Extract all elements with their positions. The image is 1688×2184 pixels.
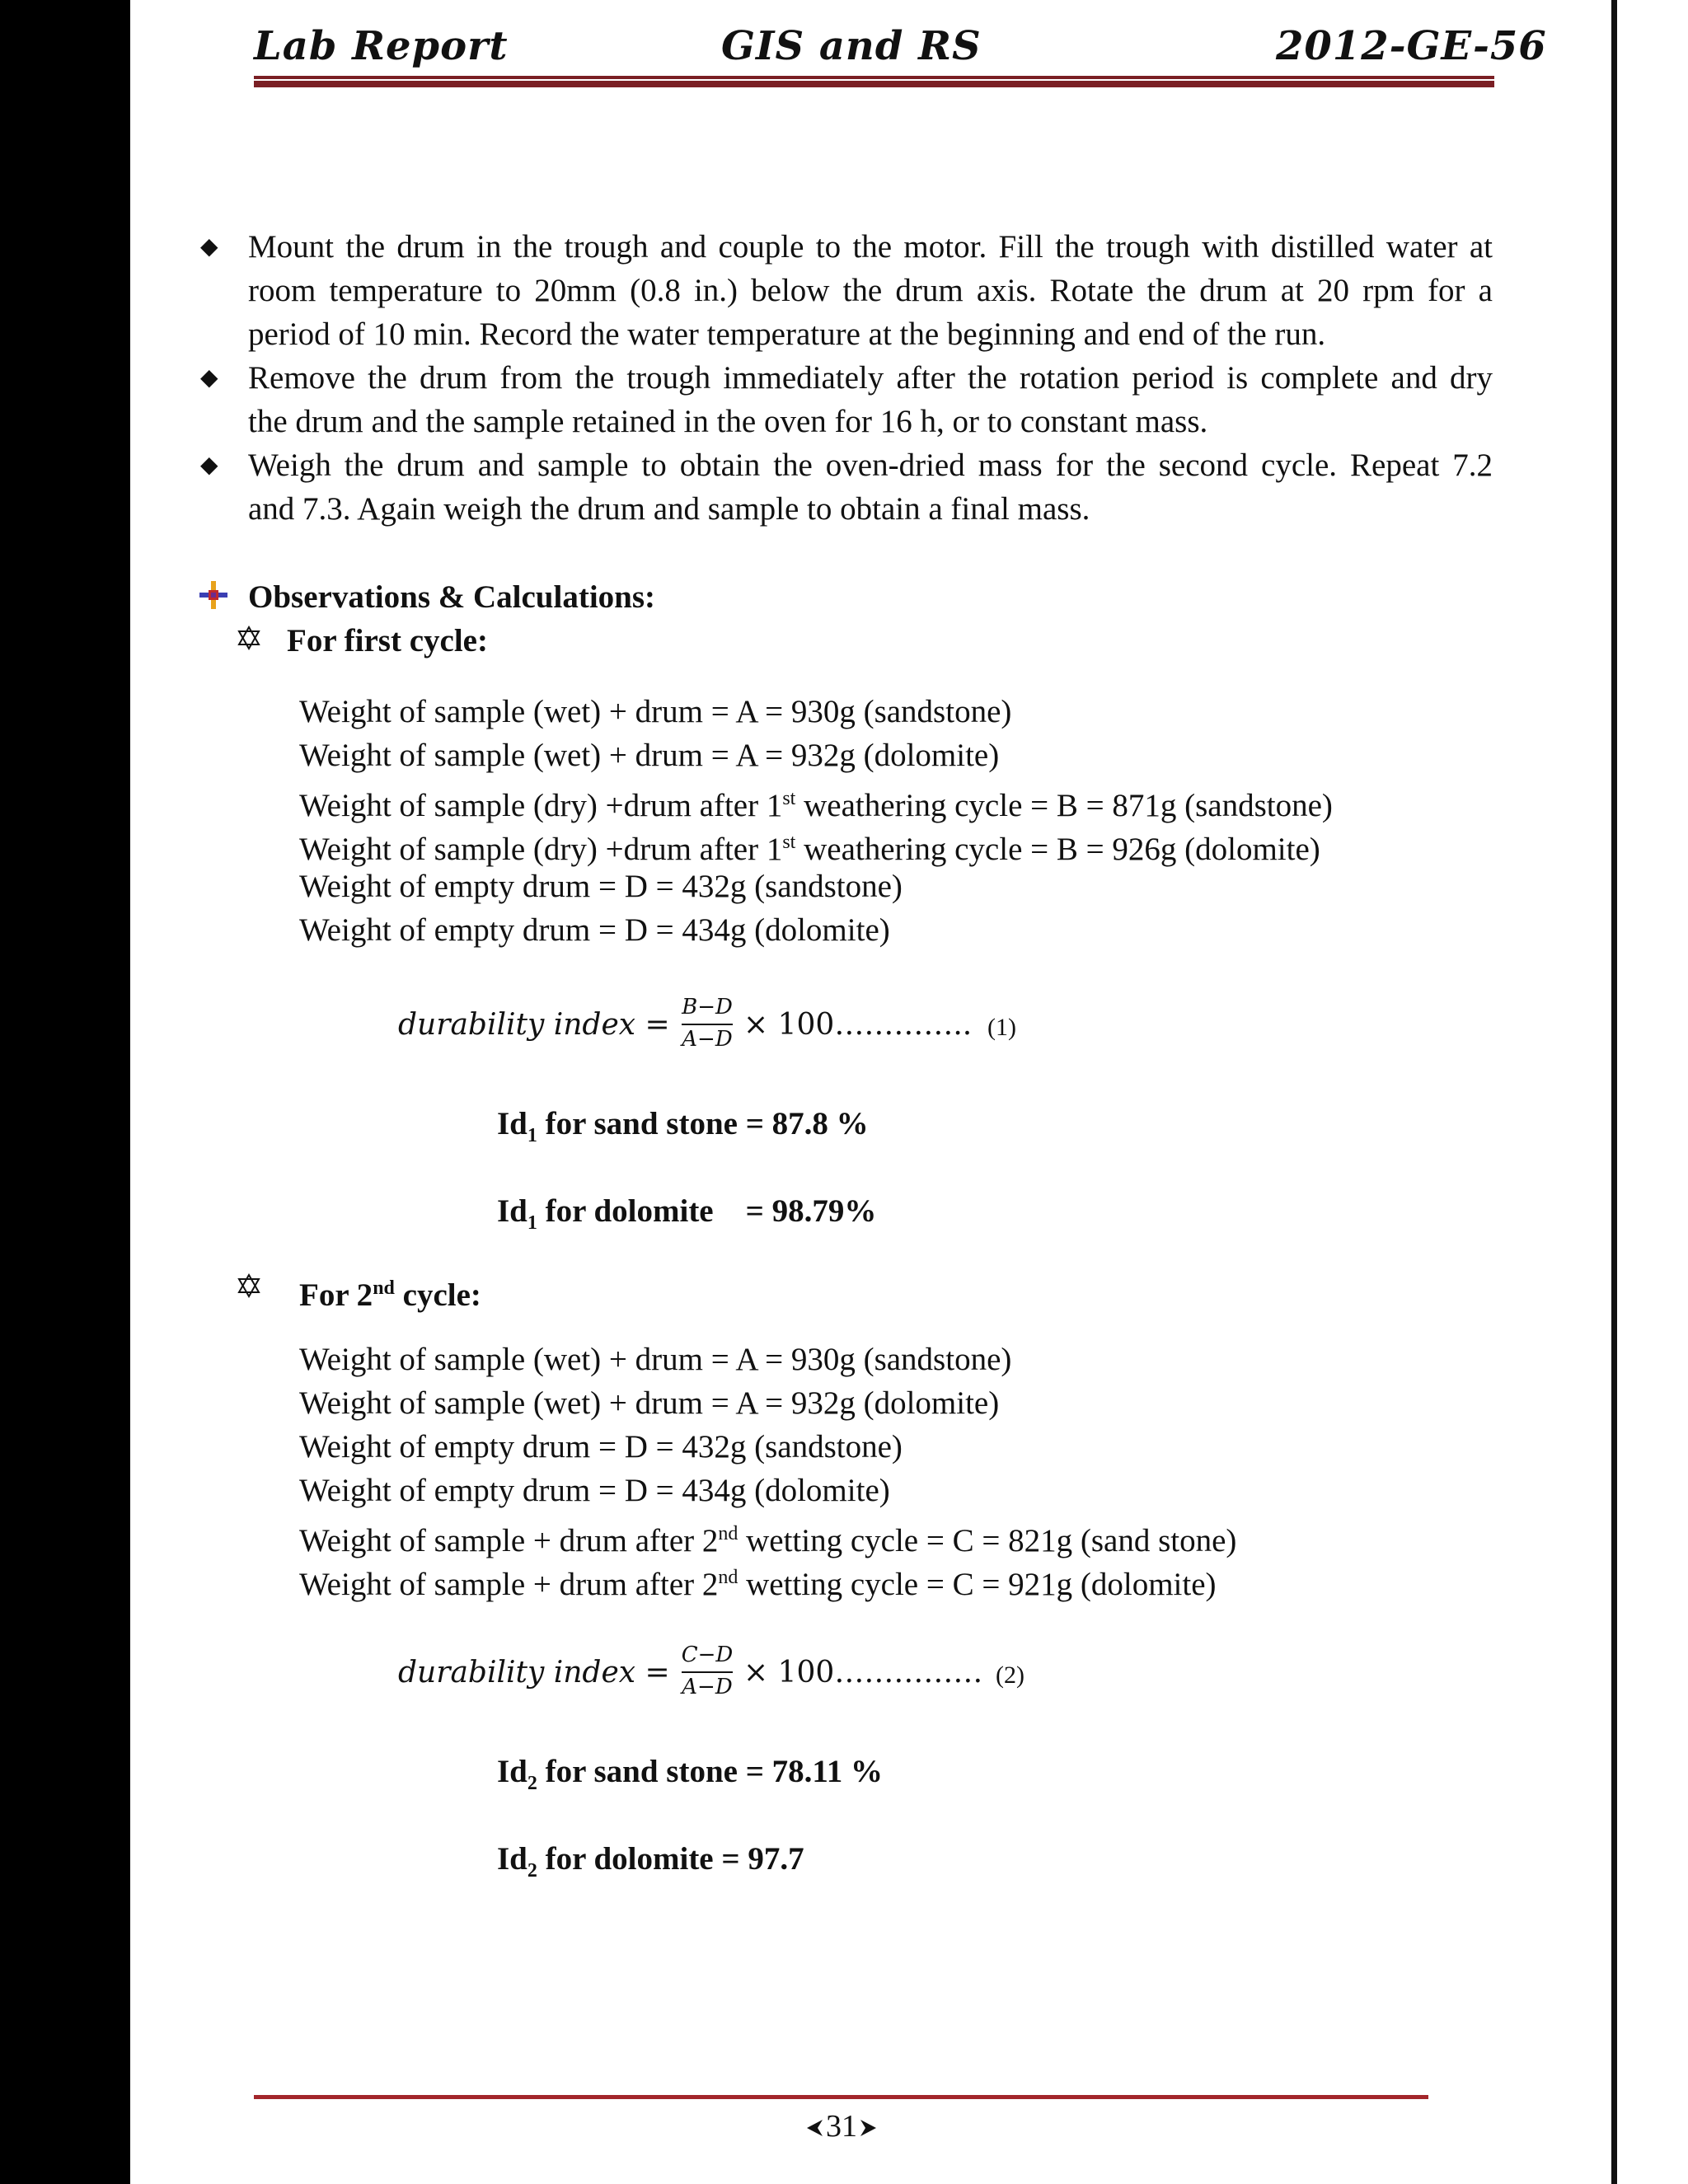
formula-1-numerator: B−D bbox=[682, 995, 733, 1019]
result-id2-sandstone: $Id_2$ for sand stone = 78.11 % bbox=[497, 1754, 884, 1794]
cycle-1-line: Weight of sample (wet) + drum = A = 932g (dolomite) bbox=[299, 738, 1000, 773]
cycle-2-heading: For 2nd cycle: bbox=[299, 1277, 481, 1313]
cycle-2-wet-line: Weight of sample + drum after 2nd wetting cycle = C = 821g (sand stone) bbox=[299, 1523, 1237, 1558]
formula-2-lhs: durability index = bbox=[398, 1656, 670, 1690]
page-right-border bbox=[1611, 0, 1617, 2184]
header-left-title: Lab Report bbox=[254, 23, 509, 69]
page-right-margin bbox=[1617, 0, 1688, 2184]
header-rule-thick bbox=[254, 81, 1494, 87]
bullet-2-line-1: Remove the drum from the trough immediately after the rotation period is complete and dry bbox=[248, 360, 1493, 396]
document-page bbox=[130, 0, 1611, 2184]
formula-2-numerator: C−D bbox=[681, 1643, 734, 1667]
cycle-1-line: Weight of sample (wet) + drum = A = 930g (sandstone) bbox=[299, 694, 1012, 729]
formula-2-rhs: × 100…………… bbox=[743, 1656, 983, 1690]
result-id1-sandstone: $Id_1$ for sand stone = 87.8 % bbox=[497, 1106, 869, 1146]
cycle-2-line: Weight of empty drum = D = 434g (dolomite) bbox=[299, 1473, 890, 1508]
header-right-title: 2012-GE-56 bbox=[1276, 23, 1547, 69]
left-arrowhead-icon bbox=[804, 2117, 826, 2139]
diamond-bullet-icon: ◆ bbox=[200, 234, 218, 260]
cycle-1-line: Weight of empty drum = D = 432g (sandstone) bbox=[299, 869, 903, 904]
cycle-1-line: Weight of empty drum = D = 434g (dolomite) bbox=[299, 912, 890, 948]
formula-1-rhs: × 100………….. bbox=[743, 1008, 973, 1042]
formula-1-lhs: durability index = bbox=[398, 1008, 670, 1042]
diamond-bullet-icon: ◆ bbox=[200, 452, 218, 478]
cycle-2-line: Weight of sample (wet) + drum = A = 930g (sandstone) bbox=[299, 1342, 1012, 1377]
section-title: Observations & Calculations: bbox=[248, 579, 656, 615]
footer-rule bbox=[254, 2095, 1428, 2099]
cycle-2-line: Weight of sample (wet) + drum = A = 932g (dolomite) bbox=[299, 1385, 1000, 1421]
bullet-3-line-2: and 7.3. Again weigh the drum and sample to obtain a final mass. bbox=[248, 491, 1090, 527]
bullet-3-line-1: Weigh the drum and sample to obtain the oven-dried mass for the second cycle. Repeat 7.2 bbox=[248, 448, 1493, 483]
formula-1-denominator: A−D bbox=[682, 1027, 733, 1052]
formula-1-fraction-bar bbox=[682, 1024, 733, 1025]
star-of-david-icon bbox=[237, 626, 261, 650]
formula-2-fraction-bar bbox=[682, 1671, 733, 1673]
formula-1-ref: (1) bbox=[987, 1014, 1016, 1041]
formula-2-ref: (2) bbox=[996, 1661, 1025, 1689]
cycle-2-line: Weight of empty drum = D = 432g (sandstone) bbox=[299, 1429, 903, 1465]
header-center-title: GIS and RS bbox=[721, 23, 982, 69]
plus-sparkle-icon bbox=[198, 579, 229, 611]
formula-2-denominator: A−D bbox=[682, 1675, 733, 1699]
page-number: 31 bbox=[804, 2108, 879, 2144]
cycle-1-heading: For first cycle: bbox=[287, 623, 488, 658]
bullet-1-line-2: room temperature to 20mm (0.8 in.) below the drum axis. Rotate the drum at 20 rpm for a bbox=[248, 273, 1493, 308]
right-arrowhead-icon bbox=[857, 2117, 879, 2139]
header-rule-thin bbox=[254, 76, 1494, 79]
bullet-2-line-2: the drum and the sample retained in the oven for 16 h, or to constant mass. bbox=[248, 404, 1208, 439]
star-of-david-icon bbox=[237, 1273, 261, 1298]
bullet-1-line-1: Mount the drum in the trough and couple to the motor. Fill the trough with distilled water at bbox=[248, 229, 1493, 265]
result-id1-dolomite: $Id_1$ for dolomite = 98.79% bbox=[497, 1193, 877, 1234]
cycle-1-dry-line: Weight of sample (dry) +drum after 1st weathering cycle = B = 926g (dolomite) bbox=[299, 832, 1320, 867]
cycle-1-dry-line: Weight of sample (dry) +drum after 1st weathering cycle = B = 871g (sandstone) bbox=[299, 788, 1333, 823]
cycle-2-wet-line: Weight of sample + drum after 2nd wetting cycle = C = 921g (dolomite) bbox=[299, 1567, 1217, 1602]
result-id2-dolomite: $Id_2$ for dolomite = 97.7 bbox=[497, 1841, 804, 1882]
diamond-bullet-icon: ◆ bbox=[200, 365, 218, 391]
bullet-1-line-3: period of 10 min. Record the water temperature at the beginning and end of the run. bbox=[248, 316, 1326, 352]
